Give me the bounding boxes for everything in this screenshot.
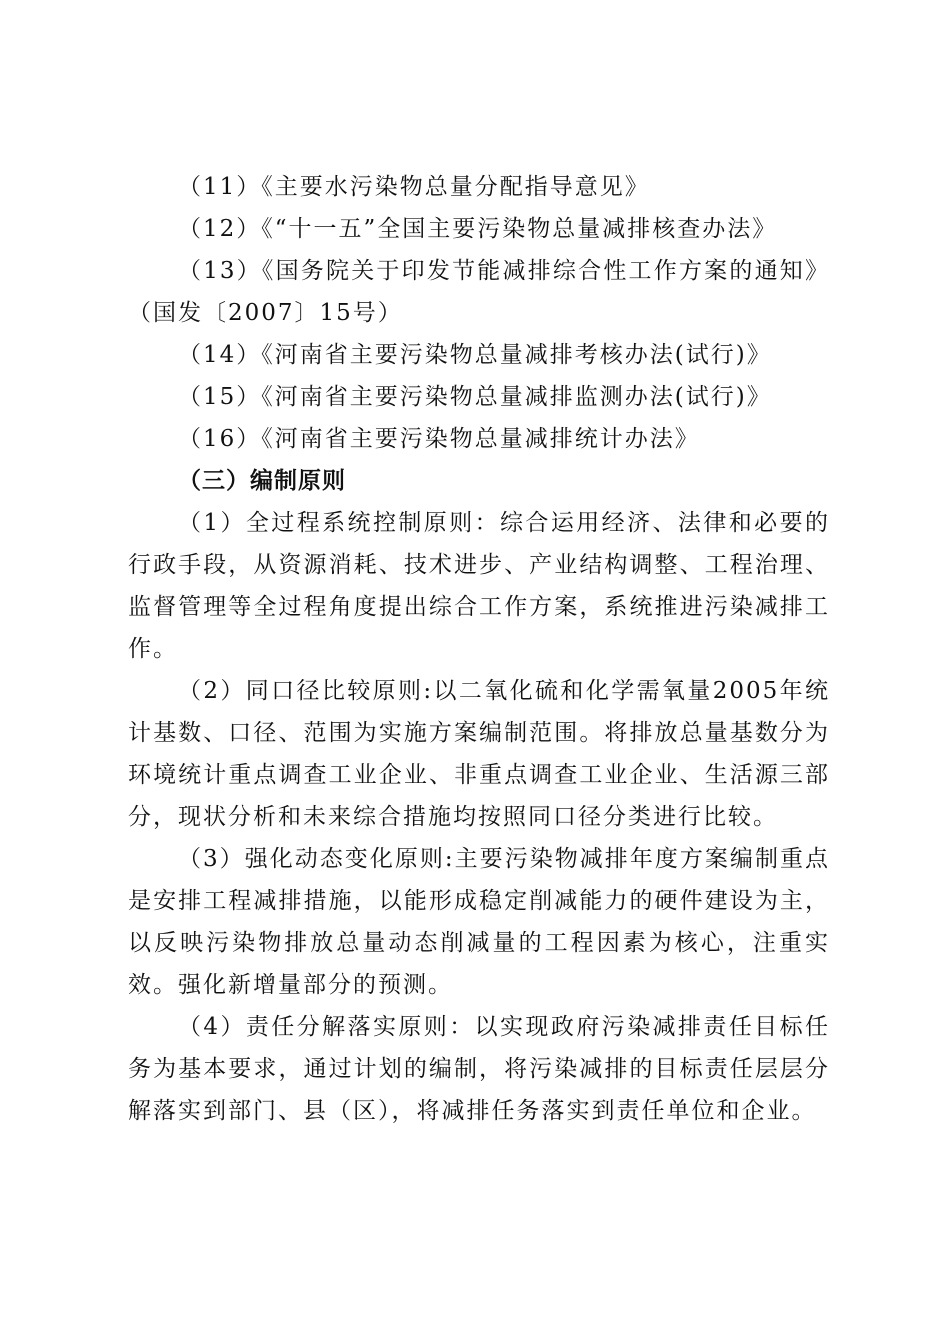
reference-item-11: （11）《主要水污染物总量分配指导意见》 (178, 174, 650, 200)
document-body (128, 166, 830, 1132)
principle-3-paragraph: （3）强化动态变化原则:主要污染物减排年度方案编制重点是安排工程减排措施，以能形成稳定削减能力的硬件建设为主，以反映污染物排放总量动态削减量的工程因素为核心，注重实效。强化新增量部分的预测。 (128, 846, 830, 998)
reference-item-13: （13）《国务院关于印发节能减排综合性工作方案的通知》（国发〔2007〕15号） (128, 258, 830, 326)
principle-1-paragraph: （1）全过程系统控制原则：综合运用经济、法律和必要的行政手段，从资源消耗、技术进步、产业结构调整、工程治理、监督管理等全过程角度提出综合工作方案，系统推进污染减排工作。 (128, 510, 830, 662)
principle-2-paragraph: （2）同口径比较原则:以二氧化硫和化学需氧量2005年统计基数、口径、范围为实施方案编制范围。将排放总量基数分为环境统计重点调查工业企业、非重点调查工业企业、生活源三部分，现状分析和未来综合措施均按照同口径分类进行比较。 (128, 678, 830, 830)
section-heading: （三）编制原则 (178, 468, 346, 494)
reference-item-12: （12）《“十一五”全国主要污染物总量减排核查办法》 (178, 216, 778, 242)
reference-item-16: （16）《河南省主要污染物总量减排统计办法》 (178, 426, 700, 452)
principle-4-paragraph: （4）责任分解落实原则：以实现政府污染减排责任目标任务为基本要求，通过计划的编制，将污染减排的目标责任层层分解落实到部门、县（区），将减排任务落实到责任单位和企业。 (128, 1014, 830, 1124)
reference-item-14: （14）《河南省主要污染物总量减排考核办法(试行)》 (178, 342, 772, 368)
reference-item-15: （15）《河南省主要污染物总量减排监测办法(试行)》 (178, 384, 772, 410)
